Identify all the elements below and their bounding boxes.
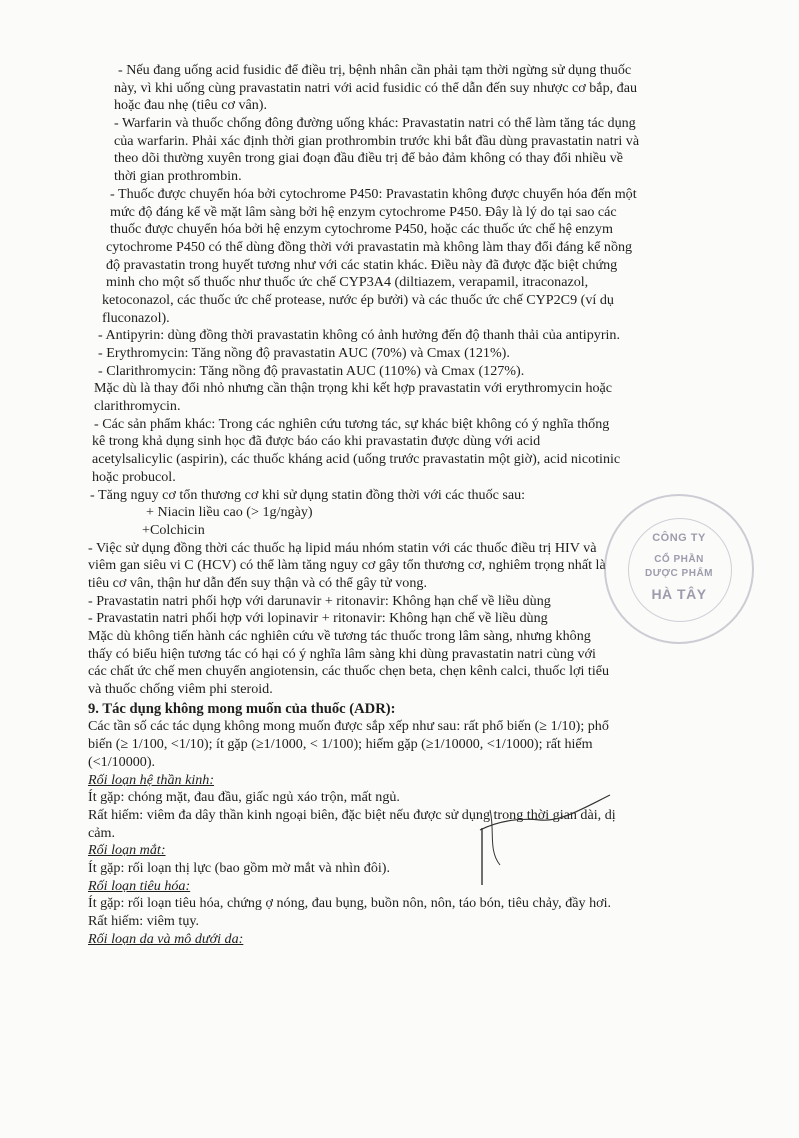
text-line: và thuốc chống viêm phi steroid.: [88, 681, 273, 698]
text-line: Ít gặp: chóng mặt, đau đầu, giấc ngủ xáo trộn, mất ngủ.: [88, 789, 400, 806]
seal-text: DƯỢC PHẨM: [645, 568, 713, 579]
text-line: kê trong khả dụng sinh học đã được báo cáo khi pravastatin được dùng với acid: [92, 433, 541, 450]
text-line: + Niacin liều cao (> 1g/ngày): [146, 504, 313, 521]
text-line: thuốc được chuyển hóa bởi hệ enzym cytochrome P450, hoặc các thuốc ức chế hệ enzym: [110, 221, 613, 238]
text-line: viêm gan siêu vi C (HCV) có thể làm tăng nguy cơ gây tổn thương cơ, nghiêm trọng nhất là: [88, 557, 606, 574]
text-line: cytochrome P450 có thể dùng đồng thời với pravastatin mà không làm thay đổi đáng kể nồng: [106, 238, 633, 255]
text-line: hoặc probucol.: [92, 468, 176, 485]
text-line: Mặc dù không tiến hành các nghiên cứu về tương tác thuốc trong lâm sàng, nhưng không: [88, 628, 591, 644]
text-line: biến (≥ 1/100, <1/10); ít gặp (≥1/1000, < 1/100); hiếm gặp (≥1/10000, <1/1000); rất hiếm: [88, 736, 593, 753]
subsection-title: Rối loạn tiêu hóa:: [88, 877, 191, 894]
text-line: - Clarithromycin: Tăng nồng độ pravastatin AUC (110%) và Cmax (127%).: [98, 362, 525, 379]
text-line: các chất ức chế men chuyển angiotensin, các thuốc chẹn beta, chẹn kênh calci, thuốc lợi tiểu: [88, 663, 610, 680]
text-line: - Tăng nguy cơ tổn thương cơ khi sử dụng statin đồng thời với các thuốc sau:: [90, 486, 526, 503]
subsection-title: Rối loạn hệ thần kinh:: [88, 771, 215, 788]
subsection-title: Rối loạn da và mô dưới da:: [88, 930, 244, 947]
section-heading: 9. Tác dụng không mong muốn của thuốc (ADR):: [88, 700, 396, 717]
text-line: - Nếu đang uống acid fusidic để điều trị, bệnh nhân cần phải tạm thời ngừng sử dụng thuốc: [118, 62, 632, 78]
text-line: ketoconazol, các thuốc ức chế protease, nước ép bưởi) và các thuốc ức chế CYP2C9 (ví dụ: [102, 291, 614, 308]
text-line: - Thuốc được chuyển hóa bởi cytochrome P450: Pravastatin không được chuyển hóa đến một: [110, 185, 637, 202]
text-line: hoặc đau nhẹ (tiêu cơ vân).: [114, 97, 268, 114]
text-line: Ít gặp: rối loạn thị lực (bao gồm mờ mắt và nhìn đôi).: [88, 859, 390, 876]
text-line: clarithromycin.: [94, 398, 181, 415]
text-line: tiêu cơ vân, thận hư dẫn đến suy thận và có thể gây tử vong.: [88, 574, 427, 591]
text-line: Rất hiếm: viêm tụy.: [88, 913, 200, 929]
text-line: acetylsalicylic (aspirin), các thuốc kháng acid (uống trước pravastatin một giờ), acid nicotinic: [92, 451, 621, 468]
text-line: của warfarin. Phải xác định thời gian prothrombin trước khi bắt đầu dùng pravastatin natri và: [114, 132, 640, 149]
text-line: Rất hiếm: viêm đa dây thần kinh ngoại biên, đặc biệt nếu được sử dụng trong thời gian dài, dị: [88, 806, 616, 823]
company-seal: [604, 494, 754, 644]
text-line: Ít gặp: rối loạn tiêu hóa, chứng ợ nóng, đau bụng, buồn nôn, nôn, táo bón, tiêu chảy, đầy hơi.: [88, 895, 612, 912]
text-line: (<1/10000).: [88, 753, 156, 770]
text-line: Mặc dù là thay đổi nhỏ nhưng cần thận trọng khi kết hợp pravastatin với erythromycin hoặc: [94, 380, 613, 397]
text-line: fluconazol).: [102, 309, 170, 326]
seal-text: CỔ PHẦN: [654, 554, 704, 565]
text-line: - Các sản phẩm khác: Trong các nghiên cứu tương tác, sự khác biệt không có ý nghĩa thống: [94, 415, 610, 432]
text-line: +Colchicin: [142, 521, 205, 538]
text-line: minh cho một số thuốc như thuốc ức chế CYP3A4 (diltiazem, verapamil, itraconazol,: [106, 274, 589, 291]
text-line: độ pravastatin trong huyết tương như với các statin khác. Điều này đã được đặc biệt chứng: [106, 256, 618, 273]
text-line: này, vì khi uống cùng pravastatin natri với acid fusidic có thể dẫn đến suy nhược cơ bắp, đau: [114, 79, 638, 96]
text-line: theo dõi thường xuyên trong giai đoạn đầu điều trị để bảo đảm không có thay đổi nhiều về: [114, 150, 624, 167]
text-line: mức độ đáng kể về mặt lâm sàng bởi hệ enzym cytochrome P450. Đây là lý do tại sao các: [110, 203, 617, 220]
text-line: Các tần số các tác dụng không mong muốn được sắp xếp như sau: rất phổ biến (≥ 1/10); phổ: [88, 718, 609, 735]
text-line: - Warfarin và thuốc chống đông đường uống khác: Pravastatin natri có thể làm tăng tác dụng: [114, 115, 636, 132]
subsection-title: Rối loạn mắt:: [88, 842, 166, 859]
text-line: - Pravastatin natri phối hợp với darunavir + ritonavir: Không hạn chế về liều dùng: [88, 592, 551, 609]
text-line: thời gian prothrombin.: [114, 168, 242, 185]
seal-text: HÀ TÂY: [651, 586, 707, 602]
text-line: - Việc sử dụng đồng thời các thuốc hạ lipid máu nhóm statin với các thuốc điều trị HIV và: [88, 539, 597, 556]
seal-text: CÔNG TY: [652, 532, 706, 544]
text-line: cảm.: [88, 824, 115, 841]
text-line: thấy có biểu hiện tương tác có hại có ý nghĩa lâm sàng khi dùng pravastatin natri cùng với: [88, 645, 596, 662]
text-line: - Erythromycin: Tăng nồng độ pravastatin AUC (70%) và Cmax (121%).: [98, 345, 510, 361]
text-line: - Antipyrin: dùng đồng thời pravastatin không có ảnh hưởng đến độ thanh thải của antipyrin.: [98, 327, 620, 344]
text-line: - Pravastatin natri phối hợp với lopinavir + ritonavir: Không hạn chế về liều dùng: [88, 610, 548, 627]
